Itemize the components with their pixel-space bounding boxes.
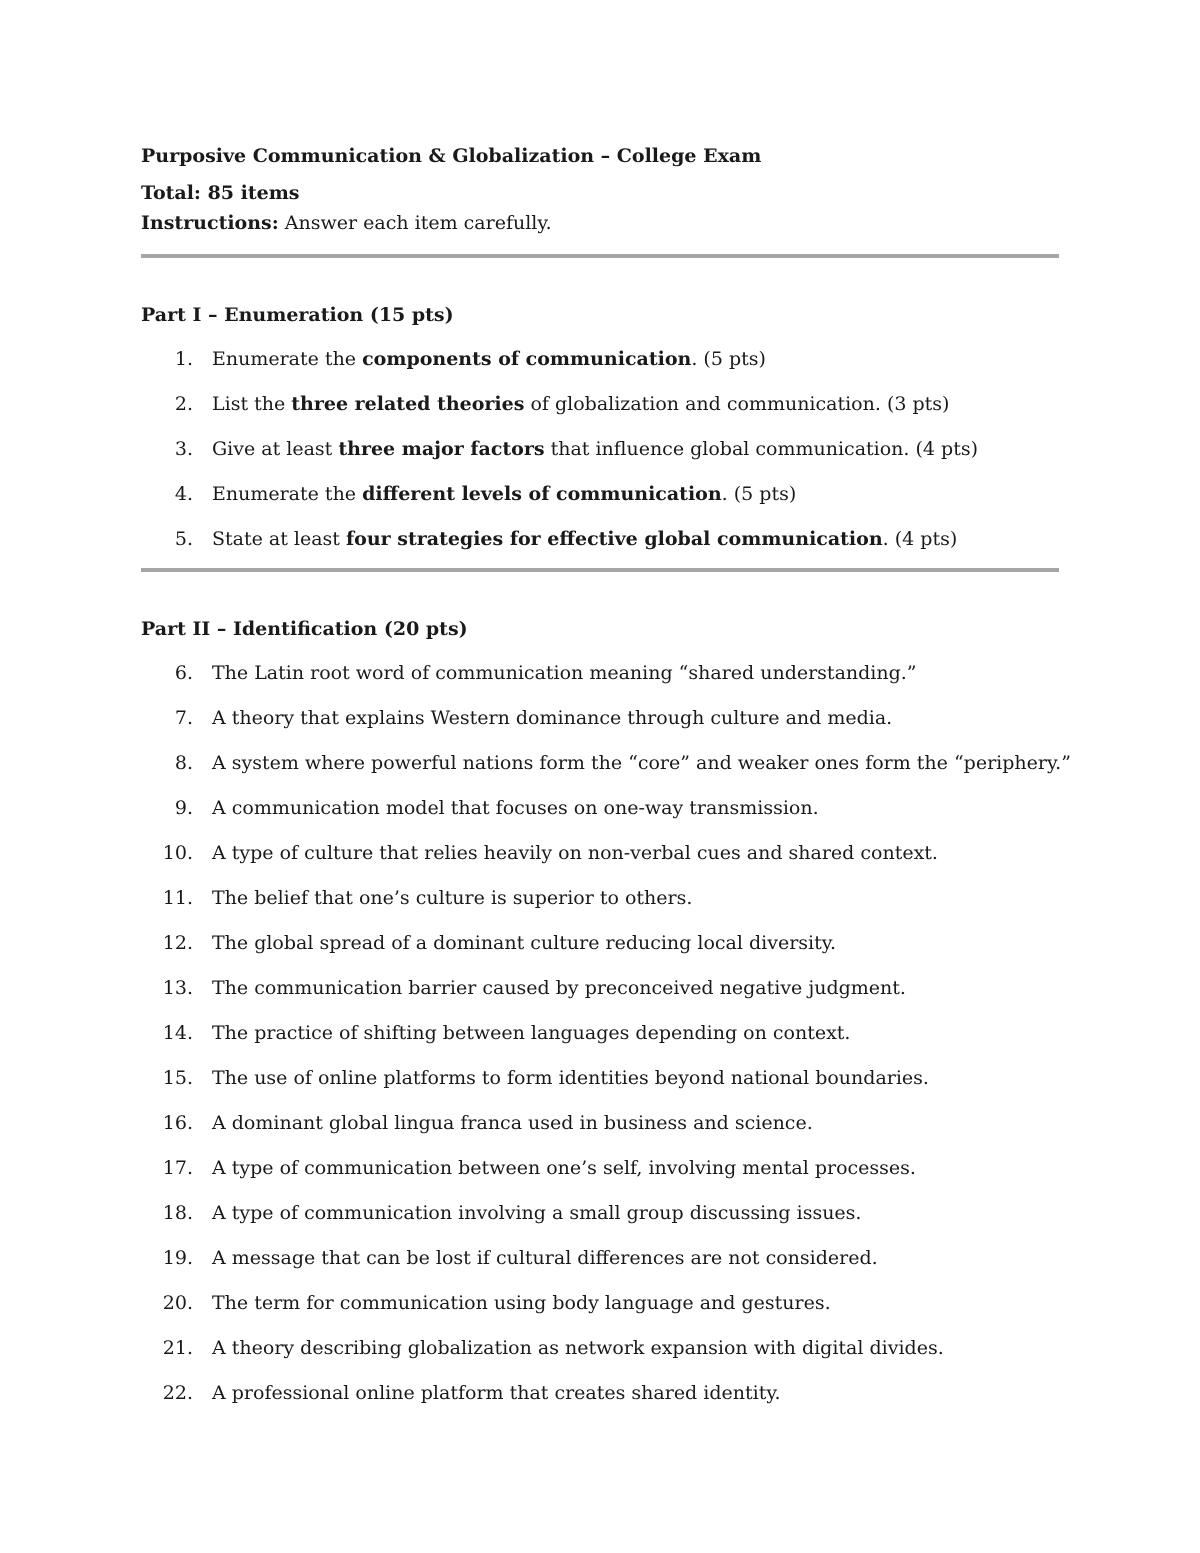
question-number: 12. [162, 932, 193, 954]
question-number: 8. [174, 752, 193, 774]
question-text-post: . (5 pts) [691, 348, 766, 370]
question-text-post: . (4 pts) [882, 528, 958, 550]
section-divider [141, 568, 1059, 572]
question-text-emphasis: three major factors [338, 438, 545, 460]
question-number: 17. [162, 1157, 193, 1179]
question-number: 9. [174, 797, 193, 819]
question-text: The term for communication using body language and gestures. [212, 1292, 831, 1314]
question-number: 18. [162, 1202, 193, 1224]
question-number: 21. [162, 1337, 193, 1359]
question-number: 22. [162, 1382, 193, 1404]
part1-items [141, 344, 1059, 554]
question-text-emphasis: four strategies for effective global communication [345, 528, 883, 550]
question-text [212, 479, 796, 509]
question-text [212, 434, 978, 464]
part1-heading: Part I – Enumeration (15 pts) [141, 304, 454, 326]
question-item [141, 883, 1059, 913]
question-text: A type of communication involving a small group discussing issues. [212, 1202, 862, 1224]
question-item [141, 1333, 1059, 1363]
question-text-post: of globalization and communication. (3 pts) [524, 393, 950, 415]
question-text: A theory describing globalization as network expansion with digital divides. [212, 1337, 944, 1359]
question-item [141, 1198, 1059, 1228]
question-item [141, 748, 1071, 778]
instructions-label: Instructions: [141, 212, 279, 234]
question-text: A communication model that focuses on one-way transmission. [212, 797, 819, 819]
question-text: A type of communication between one’s self, involving mental processes. [212, 1157, 916, 1179]
question-item [141, 524, 1059, 554]
question-text: A type of culture that relies heavily on non-verbal cues and shared context. [212, 842, 938, 864]
question-item [141, 1018, 1059, 1048]
question-text [212, 524, 957, 554]
question-number: 6. [174, 662, 193, 684]
question-text-pre: Enumerate the [212, 348, 363, 370]
question-item [141, 973, 1059, 1003]
question-number: 19. [162, 1247, 193, 1269]
question-text-post: that influence global communication. (4 pts) [544, 438, 978, 460]
question-text: The practice of shifting between languages depending on context. [212, 1022, 851, 1044]
total-label: Total: 85 items [141, 182, 300, 204]
question-text-emphasis: components of communication [362, 348, 692, 370]
question-number: 16. [162, 1112, 193, 1134]
part2-heading: Part II – Identification (20 pts) [141, 618, 468, 640]
question-number: 13. [162, 977, 193, 999]
question-number: 2. [174, 393, 193, 415]
question-text: The global spread of a dominant culture reducing local diversity. [212, 932, 836, 954]
question-number: 5. [174, 528, 193, 550]
question-number: 10. [162, 842, 193, 864]
question-text: A theory that explains Western dominance through culture and media. [212, 707, 893, 729]
part2-items [141, 658, 1071, 1408]
question-item [141, 703, 1059, 733]
question-item [141, 658, 1059, 688]
question-text [212, 389, 949, 419]
question-text [212, 344, 766, 374]
question-text-pre: Give at least [212, 438, 339, 460]
question-item [141, 1378, 1059, 1408]
question-text: A professional online platform that creates shared identity. [212, 1382, 781, 1404]
exam-page [141, 138, 1071, 1408]
question-item [141, 1288, 1059, 1318]
question-number: 7. [174, 707, 193, 729]
question-item [141, 838, 1059, 868]
question-number: 14. [162, 1022, 193, 1044]
question-text: The use of online platforms to form identities beyond national boundaries. [212, 1067, 929, 1089]
document-title: Purposive Communication & Globalization – College Exam [141, 145, 762, 167]
question-item [141, 1153, 1059, 1183]
question-text: A dominant global lingua franca used in business and science. [212, 1112, 813, 1134]
question-item [141, 1063, 1059, 1093]
question-number: 11. [162, 887, 193, 909]
question-text: The communication barrier caused by preconceived negative judgment. [212, 977, 906, 999]
question-item [141, 928, 1059, 958]
question-text: The belief that one’s culture is superior to others. [212, 887, 693, 909]
question-text: A message that can be lost if cultural differences are not considered. [212, 1247, 878, 1269]
question-item [141, 1243, 1059, 1273]
question-number: 4. [174, 483, 193, 505]
question-number: 3. [174, 438, 193, 460]
question-item [141, 344, 1059, 374]
question-number: 20. [162, 1292, 193, 1314]
question-number: 15. [162, 1067, 193, 1089]
question-text-post: . (5 pts) [721, 483, 797, 505]
question-number: 1. [174, 348, 193, 370]
instructions-text: Answer each item carefully. [278, 212, 552, 234]
total-items [141, 178, 1059, 208]
instructions [141, 208, 1059, 238]
question-item [141, 793, 1059, 823]
question-text-pre: Enumerate the [212, 483, 363, 505]
question-item [141, 434, 1059, 464]
question-item [141, 479, 1059, 509]
question-item [141, 389, 1059, 419]
question-text-pre: State at least [212, 528, 346, 550]
question-text-emphasis: three related theories [291, 393, 525, 415]
section-divider [141, 254, 1059, 258]
question-text: A system where powerful nations form the “core” and weaker ones form the “periphery.” [212, 752, 1071, 774]
question-item [141, 1108, 1059, 1138]
question-text-pre: List the [212, 393, 292, 415]
question-text-emphasis: different levels of communication [362, 483, 722, 505]
question-text: The Latin root word of communication meaning “shared understanding.” [212, 662, 917, 684]
